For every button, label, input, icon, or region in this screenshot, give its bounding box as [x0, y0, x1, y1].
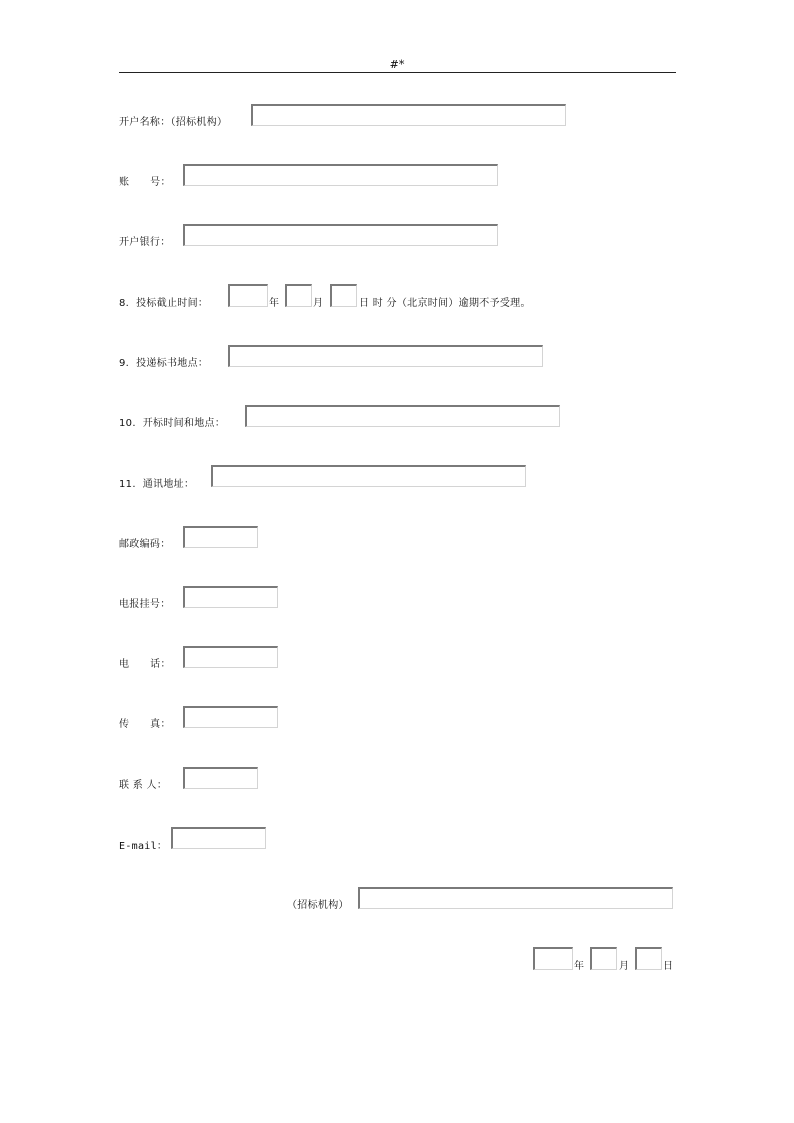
email-label: E-mail： [119, 841, 168, 852]
opening-time-place-input[interactable] [245, 405, 560, 427]
sign-day-input[interactable] [635, 947, 662, 970]
deadline-month-unit: 月 [313, 298, 324, 309]
header-divider [119, 72, 676, 73]
mailing-address-label: 11. 通讯地址： [119, 479, 195, 490]
agency-signature-input[interactable] [358, 887, 673, 909]
bank-input[interactable] [183, 224, 498, 246]
account-name-input[interactable] [251, 104, 566, 126]
deadline-day-input[interactable] [330, 284, 357, 307]
opening-time-place-label: 10. 开标时间和地点： [119, 418, 226, 429]
account-number-input[interactable] [183, 164, 498, 186]
bid-deadline-label: 8. 投标截止时间： [119, 298, 209, 309]
delivery-place-input[interactable] [228, 345, 543, 367]
mailing-address-input[interactable] [211, 465, 526, 487]
phone-input[interactable] [183, 646, 278, 668]
phone-label: 电 话： [119, 659, 171, 670]
deadline-year-unit: 年 [269, 298, 280, 309]
fax-label: 传 真： [119, 719, 171, 730]
page-header-mark: #* [389, 58, 405, 71]
postcode-label: 邮政编码： [119, 539, 171, 550]
sign-day-unit: 日 [663, 961, 674, 972]
bank-label: 开户银行： [119, 237, 171, 248]
deadline-year-input[interactable] [228, 284, 268, 307]
account-number-label: 账 号： [119, 177, 171, 188]
sign-year-input[interactable] [533, 947, 573, 970]
email-input[interactable] [171, 827, 266, 849]
sign-year-unit: 年 [574, 961, 585, 972]
fax-input[interactable] [183, 706, 278, 728]
deadline-month-input[interactable] [285, 284, 312, 307]
account-name-label: 开户名称：（招标机构） [119, 117, 228, 128]
deadline-tail-text: 日 时 分（北京时间）逾期不予受理。 [359, 298, 531, 309]
postcode-input[interactable] [183, 526, 258, 548]
sign-month-unit: 月 [619, 961, 630, 972]
agency-signature-label: （招标机构） [287, 900, 349, 911]
delivery-place-label: 9. 投递标书地点： [119, 358, 209, 369]
sign-month-input[interactable] [590, 947, 617, 970]
telegraph-label: 电报挂号： [119, 599, 171, 610]
telegraph-input[interactable] [183, 586, 278, 608]
contact-label: 联 系 人： [119, 780, 168, 791]
contact-input[interactable] [183, 767, 258, 789]
